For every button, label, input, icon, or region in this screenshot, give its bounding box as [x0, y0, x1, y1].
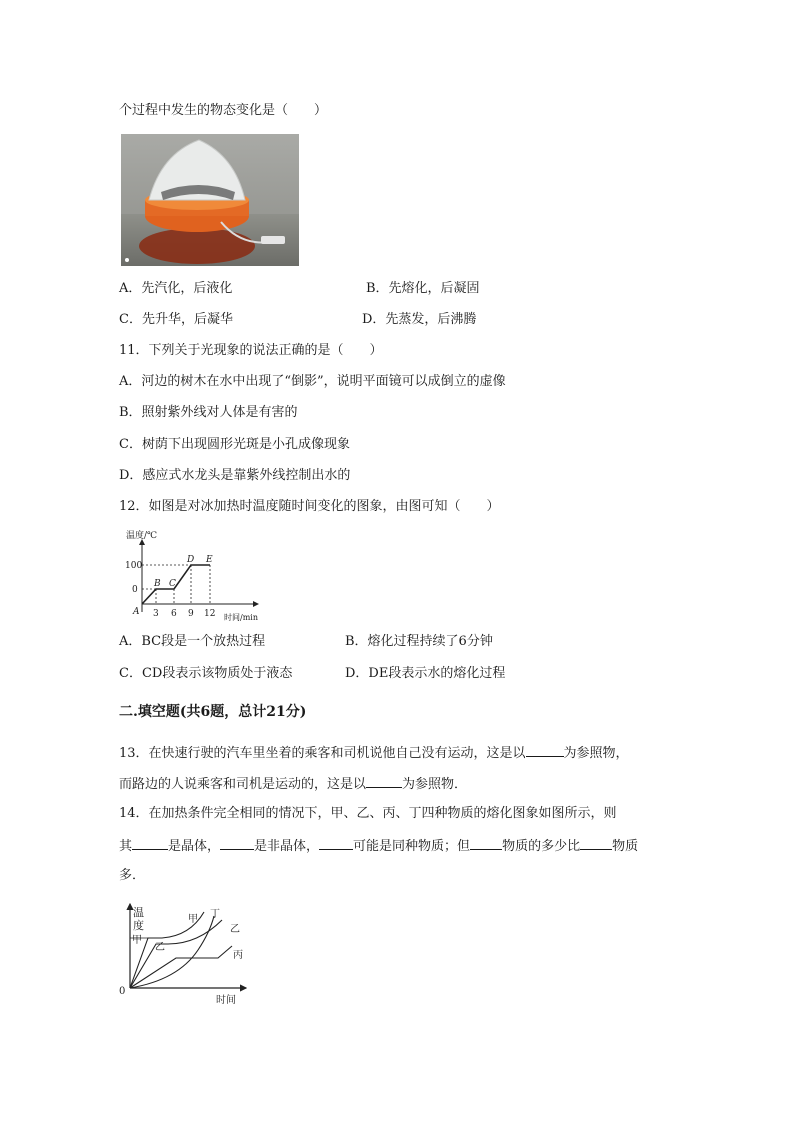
q10-option-c: C．先升华，后凝华: [119, 312, 233, 327]
q13-text-2b: 为参照物．: [402, 777, 468, 792]
q13-text-1a: 13．在快速行驶的汽车里坐着的乘客和司机说他自己没有运动，这是以: [119, 746, 526, 761]
q14-blank-1[interactable]: [132, 836, 168, 850]
section-title-fill-blank: 二.填空题(共6题，总计21分): [119, 704, 307, 720]
q14-text-p3: 是非晶体，: [254, 839, 320, 854]
q13-line-2: [119, 774, 467, 794]
graph2-curve-bing: 丙: [233, 950, 243, 961]
q11-option-c: C．树荫下出现圆形光斑是小孔成像现象: [119, 437, 350, 452]
q12-option-c: C．CD段表示该物质处于液态: [119, 666, 293, 681]
q14-text-p5: 物质的多少比: [502, 839, 581, 854]
q12-option-d: D．DE段表示水的熔化过程: [345, 666, 506, 681]
graph1-xtick-3: 3: [153, 609, 159, 619]
q10-option-a: A．先汽化，后液化: [119, 281, 233, 296]
q13-text-2a: 而路边的人说乘客和司机是运动的，这是以: [119, 777, 367, 792]
q11-option-a: A．河边的树木在水中出现了“倒影”，说明平面镜可以成倒立的虚像: [119, 374, 506, 389]
graph2-curve-yi: 乙: [230, 924, 240, 935]
melting-curves-graph: [118, 900, 252, 1008]
graph1-xtick-12: 12: [204, 609, 216, 619]
graph1-xtick-6: 6: [171, 609, 177, 619]
graph1-point-b: B: [154, 579, 161, 589]
q10-stem: 个过程中发生的物态变化是（ ）: [119, 103, 328, 118]
q14-text-p1: 其: [119, 839, 133, 854]
q14-blank-4[interactable]: [470, 836, 502, 850]
q14-line-1: 14．在加热条件完全相同的情况下，甲、乙、丙、丁四种物质的熔化图象如图所示，则: [119, 806, 617, 821]
q13-blank-2[interactable]: [366, 774, 402, 788]
graph1-ytick-0: 0: [132, 585, 138, 595]
q11-stem: 11．下列关于光现象的说法正确的是（ ）: [119, 343, 383, 358]
q13-blank-1[interactable]: [526, 743, 564, 757]
ice-heating-graph: [120, 526, 272, 626]
graph2-left-yi: 乙: [155, 942, 165, 953]
graph2-origin: 0: [119, 986, 126, 997]
q13-line-1: [119, 743, 629, 763]
q14-text-p4: 可能是同种物质；但: [353, 839, 471, 854]
graph2-curve-jia: 甲: [188, 914, 198, 925]
q14-line-3: 多．: [119, 868, 146, 883]
graph1-point-d: D: [187, 555, 195, 565]
q12-option-b: B．熔化过程持续了6分钟: [345, 634, 493, 649]
q13-text-1b: 为参照物，: [563, 746, 629, 761]
q14-blank-5[interactable]: [580, 836, 612, 850]
q14-text-p6: 物质: [612, 839, 639, 854]
graph2-left-jia: 甲: [132, 935, 142, 946]
graph1-ytick-100: 100: [125, 561, 143, 571]
q11-option-d: D．感应式水龙头是靠紫外线控制出水的: [119, 468, 351, 483]
q12-option-a: A．BC段是一个放热过程: [119, 634, 266, 649]
graph2-ylabel-2: 度: [133, 919, 144, 932]
graph1-xlabel: 时间/min: [224, 613, 258, 622]
q10-option-d: D．先蒸发，后沸腾: [362, 312, 477, 327]
q12-stem: 12．如图是对冰加热时温度随时间变化的图象，由图可知（ ）: [119, 499, 500, 514]
graph1-point-c: C: [169, 579, 176, 589]
graph1-ylabel: 温度/℃: [126, 531, 158, 541]
graph1-xtick-9: 9: [188, 609, 194, 619]
solar-still-photo: [121, 134, 299, 266]
graph2-xlabel: 时间: [216, 995, 236, 1006]
q11-option-b: B．照射紫外线对人体是有害的: [119, 405, 298, 420]
graph2-curve-ding: 丁: [210, 909, 220, 920]
graph2-ylabel-1: 温: [133, 906, 144, 919]
q14-line-2: [119, 836, 638, 856]
graph1-point-e: E: [206, 555, 213, 565]
q10-option-b: B．先熔化，后凝固: [366, 281, 480, 296]
graph1-point-a: A: [133, 607, 140, 617]
q14-text-p2: 是晶体，: [168, 839, 221, 854]
q14-blank-3[interactable]: [319, 836, 353, 850]
q14-blank-2[interactable]: [220, 836, 254, 850]
